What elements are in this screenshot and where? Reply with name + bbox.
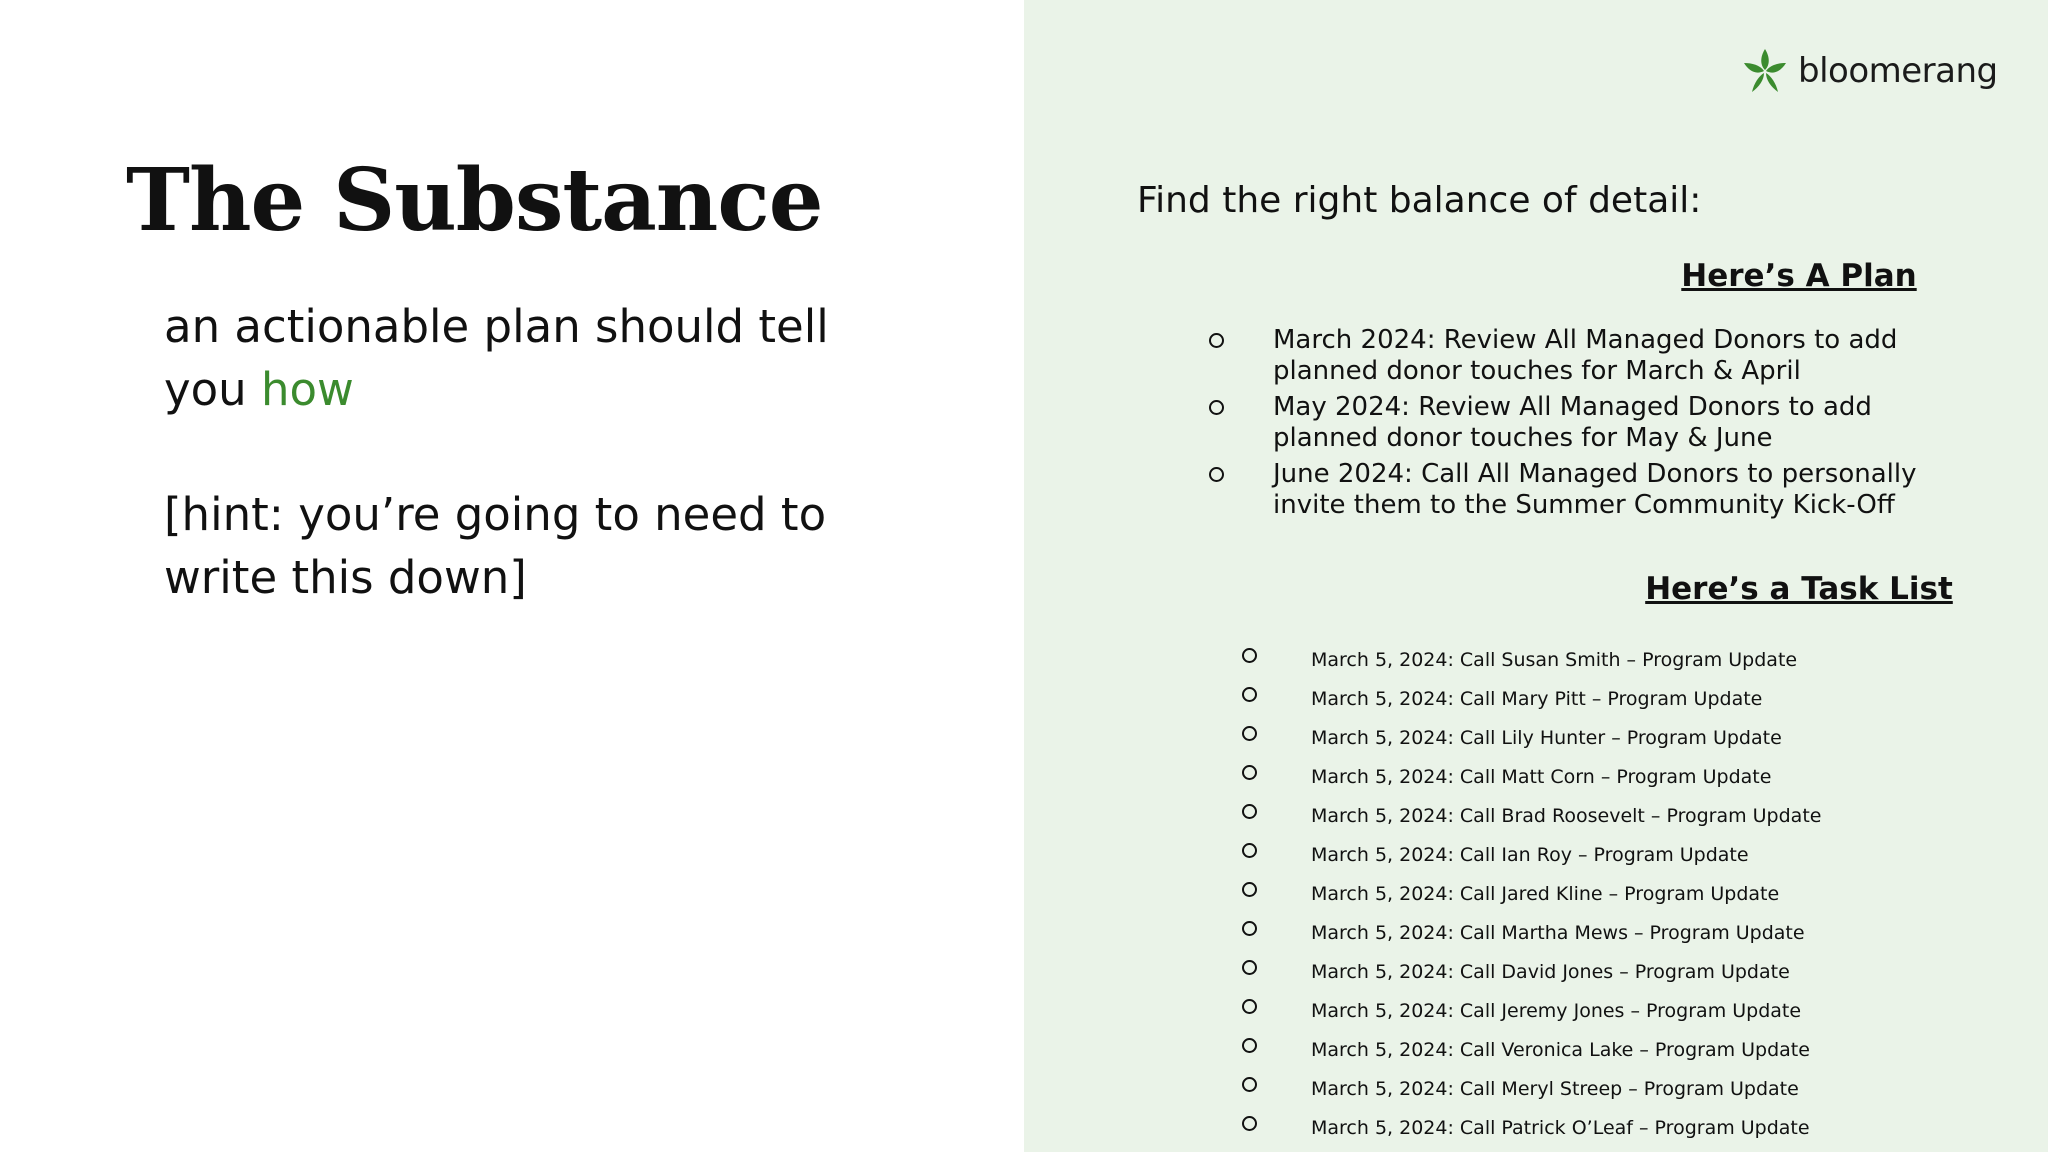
body-text [164, 295, 864, 421]
plan-item-text: May 2024: Review All Managed Donors to add planned donor touches for May & June [1273, 392, 1872, 453]
intro-text: Find the right balance of detail: [1137, 180, 1702, 221]
task-item [1238, 879, 1958, 918]
bloomerang-leaf-icon [1742, 47, 1788, 95]
hollow-bullet-icon [1209, 333, 1224, 348]
hollow-bullet-icon [1209, 400, 1224, 415]
hollow-bullet-icon [1242, 1077, 1257, 1092]
task-item [1238, 918, 1958, 957]
task-item-text: March 5, 2024: Call Martha Mews – Program Update [1311, 922, 1805, 944]
plan-item-text: March 2024: Review All Managed Donors to add planned donor touches for March & April [1273, 325, 1898, 386]
plan-heading: Here’s A Plan [1681, 258, 1917, 294]
hollow-bullet-icon [1242, 726, 1257, 741]
task-list [1238, 645, 1958, 1152]
task-item-text: March 5, 2024: Call Susan Smith – Program Update [1311, 649, 1798, 671]
hollow-bullet-icon [1242, 843, 1257, 858]
task-item-text: March 5, 2024: Call Patrick O’Leaf – Program Update [1311, 1117, 1810, 1139]
task-item-text: March 5, 2024: Call Matt Corn – Program Update [1311, 766, 1772, 788]
task-item-text: March 5, 2024: Call Brad Roosevelt – Program Update [1311, 805, 1822, 827]
slide-title: The Substance [126, 150, 823, 251]
hollow-bullet-icon [1242, 765, 1257, 780]
task-item [1238, 840, 1958, 879]
plan-item [1200, 392, 1980, 454]
task-item [1238, 762, 1958, 801]
hollow-bullet-icon [1242, 1038, 1257, 1053]
plan-item [1200, 459, 1980, 521]
logo-text: bloomerang [1798, 51, 1998, 91]
task-item-text: March 5, 2024: Call Meryl Streep – Program Update [1311, 1078, 1799, 1100]
task-item-text: March 5, 2024: Call Veronica Lake – Program Update [1311, 1039, 1810, 1061]
hollow-bullet-icon [1242, 921, 1257, 936]
hollow-bullet-icon [1242, 999, 1257, 1014]
task-item [1238, 723, 1958, 762]
task-item [1238, 645, 1958, 684]
task-item-text: March 5, 2024: Call Lily Hunter – Program Update [1311, 727, 1782, 749]
plan-item [1200, 325, 1980, 387]
task-item [1238, 957, 1958, 996]
plan-item-text: June 2024: Call All Managed Donors to personally invite them to the Summer Community Kick-Off [1273, 459, 1917, 520]
hollow-bullet-icon [1242, 687, 1257, 702]
task-item-text: March 5, 2024: Call Ian Roy – Program Update [1311, 844, 1749, 866]
task-item-text: March 5, 2024: Call Jared Kline – Program Update [1311, 883, 1780, 905]
task-item [1238, 1035, 1958, 1074]
task-item-text: March 5, 2024: Call David Jones – Program Update [1311, 961, 1790, 983]
hollow-bullet-icon [1242, 648, 1257, 663]
logo [1742, 44, 1998, 98]
body-text-accent: how [261, 363, 354, 416]
hollow-bullet-icon [1242, 804, 1257, 819]
hollow-bullet-icon [1242, 882, 1257, 897]
task-list-heading: Here’s a Task List [1645, 571, 1953, 607]
body-text-main: an actionable plan should tell you [164, 300, 829, 416]
task-item [1238, 684, 1958, 723]
hollow-bullet-icon [1209, 467, 1224, 482]
task-item [1238, 801, 1958, 840]
hint-text: [hint: you’re going to need to write this down] [164, 488, 827, 604]
task-item [1238, 1113, 1958, 1152]
task-item-text: March 5, 2024: Call Mary Pitt – Program Update [1311, 688, 1763, 710]
task-item [1238, 996, 1958, 1035]
plan-list [1200, 325, 1980, 526]
task-item-text: March 5, 2024: Call Jeremy Jones – Program Update [1311, 1000, 1802, 1022]
task-item [1238, 1074, 1958, 1113]
hollow-bullet-icon [1242, 960, 1257, 975]
hollow-bullet-icon [1242, 1116, 1257, 1131]
